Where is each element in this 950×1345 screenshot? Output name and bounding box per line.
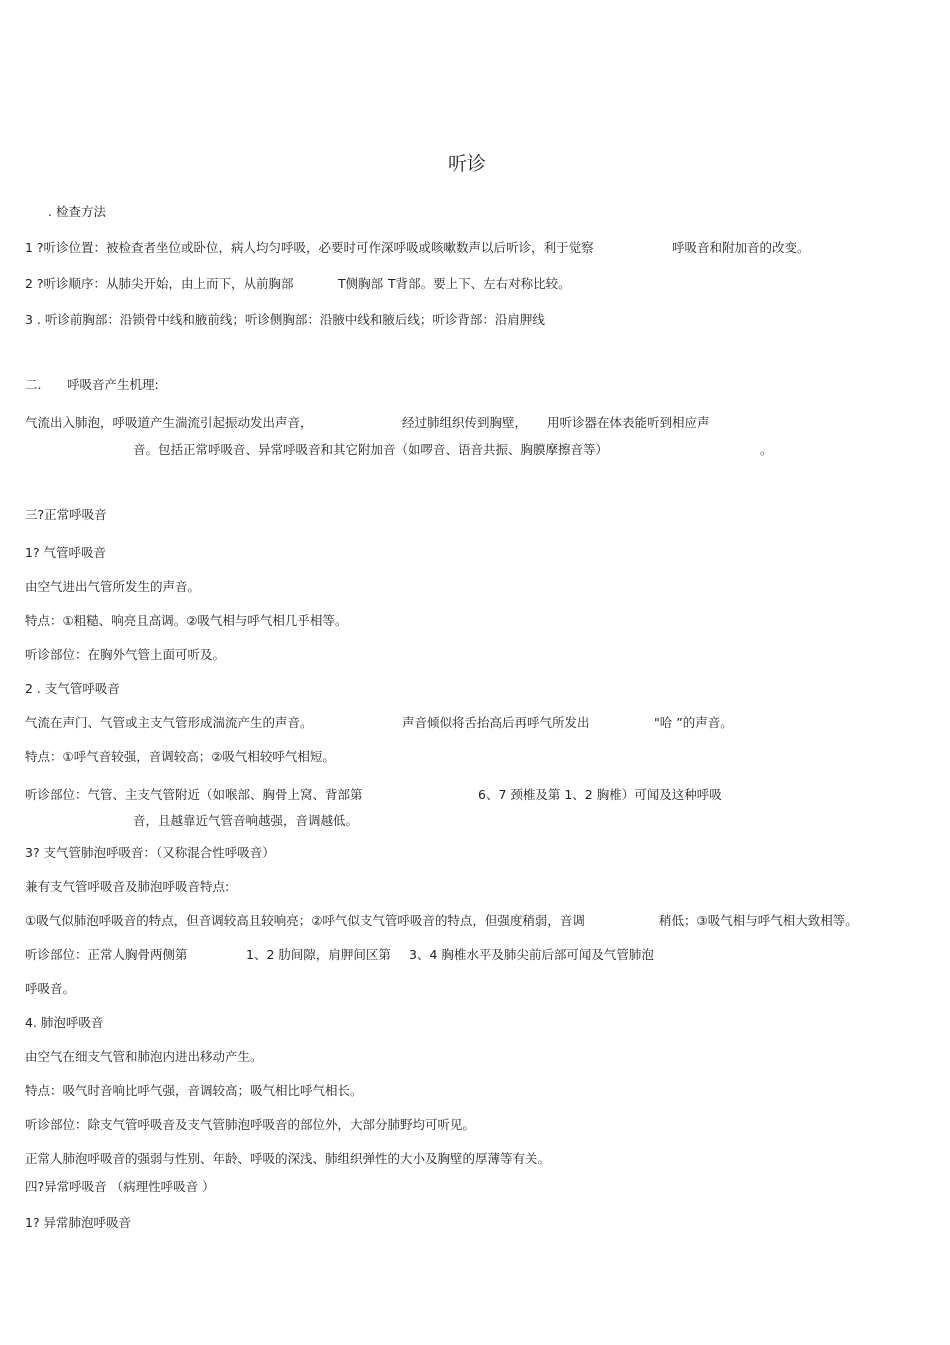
subsection-heading: 1? 异常肺泡呼吸音 [25,1215,132,1230]
text-line: 经过肺组织传到胸壁， [402,415,528,430]
section-heading: 呼吸音产生机理: [67,377,159,392]
text-line: T背部。要上下、左右对称比较。 [388,276,571,291]
section-heading: 四?异常呼吸音 （病理性呼吸音 ） [25,1179,215,1194]
text-line: 听诊部位：气管、主支气管附近（如喉部、胸骨上窝、背部第 [25,787,363,802]
text-line: 2 ?听诊顺序：从肺尖开始，由上而下，从前胸部 [25,276,294,291]
text-line: 气流在声门、气管或主支气管形成湍流产生的声音。 [25,715,313,730]
text-line: ①吸气似肺泡呼吸音的特点，但音调较高且较响亮；②呼气似支气管呼吸音的特点，但强度稍弱，音调 [25,913,585,928]
text-line: 音。包括正常呼吸音、异常呼吸音和其它附加音（如啰音、语音共振、胸膜摩擦音等） [133,442,609,457]
text-line: 特点：吸气时音响比呼气强，音调较高；吸气相比呼气相长。 [25,1083,363,1098]
section-heading: . 检查方法 [48,204,106,219]
subsection-heading: 4. 肺泡呼吸音 [25,1015,104,1030]
text-line: 兼有支气管呼吸音及肺泡呼吸音特点: [25,879,230,894]
section-heading: 二. [25,377,42,392]
text-line: 3 . 听诊前胸部：沿锁骨中线和腋前线；听诊侧胸部：沿腋中线和腋后线；听诊背部：沿肩胛线 [25,312,545,327]
text-line: 由空气在细支气管和肺泡内进出移动产生。 [25,1049,263,1064]
text-line: 用听诊器在体表能听到相应声 [547,415,710,430]
text-line: 呼吸音。 [25,981,76,996]
text-line: 正常人肺泡呼吸音的强弱与性别、年龄、呼吸的深浅、肺组织弹性的大小及胸壁的厚薄等有关。 [25,1151,551,1166]
page-title: 听诊 [448,153,487,175]
text-line: 特点：①粗糙、响亮且高调。②吸气相与呼气相几乎相等。 [25,613,348,628]
text-line: T侧胸部 [338,276,384,291]
text-line: 听诊部位：在胸外气管上面可听及。 [25,647,226,662]
text-line: 由空气进出气管所发生的声音。 [25,579,201,594]
subsection-heading: 2 . 支气管呼吸音 [25,681,120,696]
text-line: 听诊部位：正常人胸骨两侧第 [25,947,188,962]
text-line: 音，且越靠近气管音响越强，音调越低。 [133,813,359,828]
text-line: 1、2 肋间隙，肩胛间区第 [246,947,391,962]
text-line: "哈 ”的声音。 [654,715,733,730]
text-line: 。 [760,442,773,457]
text-line: 6、7 颈椎及第 1、2 胸椎）可闻及这种呼吸 [478,787,722,802]
text-line: 稍低；③吸气相与呼气相大致相等。 [659,913,858,928]
text-line: 3、4 胸椎水平及肺尖前后部可闻及气管肺泡 [409,947,654,962]
text-line: 声音倾似将舌抬高后再呼气所发出 [402,715,590,730]
text-line: 呼吸音和附加音的改变。 [672,240,810,255]
section-heading: 三?正常呼吸音 [25,507,107,522]
subsection-heading: 1? 气管呼吸音 [25,545,107,560]
subsection-heading: 3? 支气管肺泡呼吸音：（又称混合性呼吸音） [25,845,275,860]
text-line: 听诊部位：除支气管呼吸音及支气管肺泡呼吸音的部位外，大部分肺野均可听见。 [25,1117,476,1132]
text-line: 1 ?听诊位置：被检查者坐位或卧位，病人均匀呼吸，必要时可作深呼吸或咳嗽数声以后听诊，利于觉察 [25,240,594,255]
text-line: 气流出入肺泡，呼吸道产生湍流引起振动发出声音， [25,415,313,430]
text-line: 特点：①呼气音较强，音调较高；②吸气相较呼气相短。 [25,749,335,764]
